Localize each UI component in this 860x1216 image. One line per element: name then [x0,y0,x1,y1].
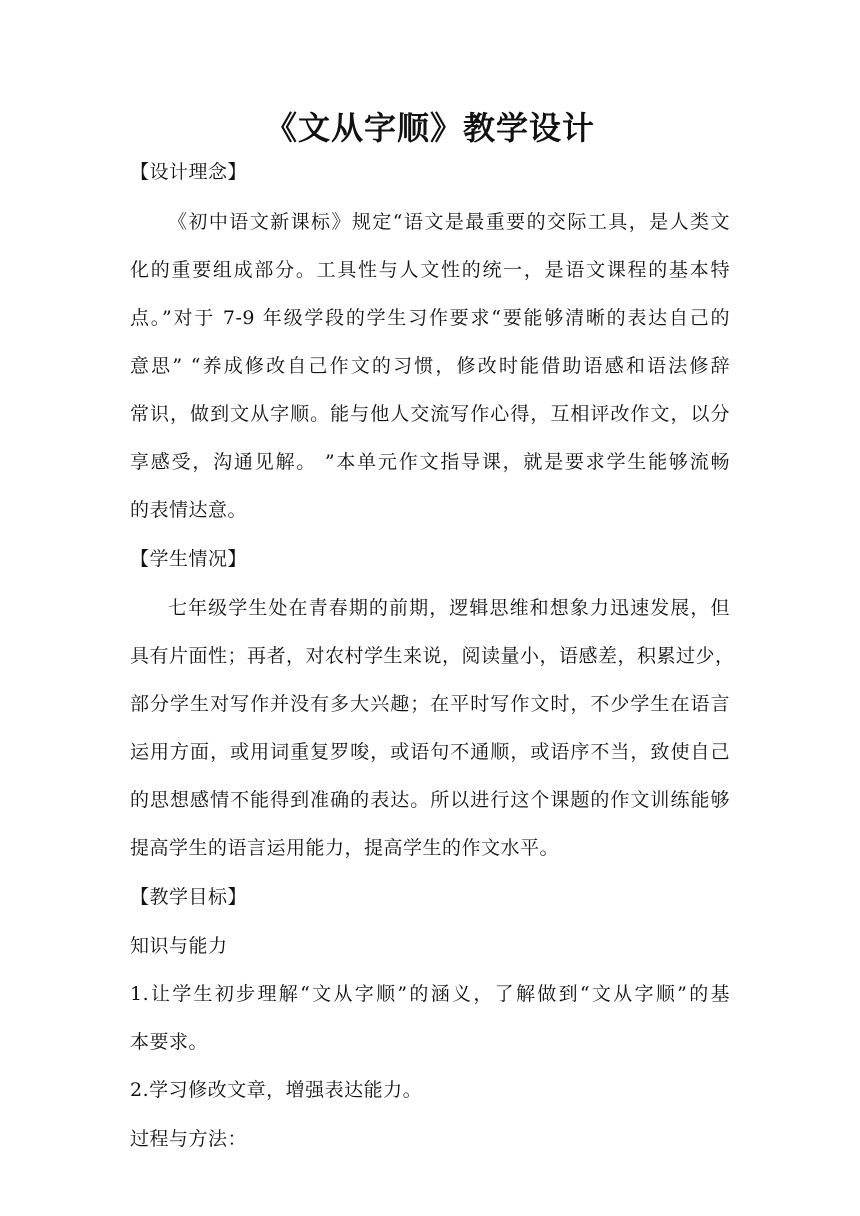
sub-heading-knowledge-ability: 知识与能力 [130,935,228,957]
goal-item-1-continued: 本要求。 [130,1031,209,1053]
goal-item-1: 1.让学生初步理解“文从字顺”的涵义，了解做到“文从字顺”的基 [130,983,730,1005]
paragraph-line: 七年级学生处在青春期的前期，逻辑思维和想象力迅速发展，但 [168,597,730,619]
paragraph-line: 提高学生的语言运用能力，提高学生的作文水平。 [130,837,560,859]
paragraph-line: 意思” “养成修改自己作文的习惯，修改时能借助语感和语法修辞 [130,355,730,377]
paragraph-line: 部分学生对写作并没有多大兴趣；在平时写作文时，不少学生在语言 [130,693,730,715]
paragraph-line: 的思想感情不能得到准确的表达。所以进行这个课题的作文训练能够 [130,789,730,811]
goal-item-2: 2.学习修改文章，增强表达能力。 [130,1079,423,1101]
sub-heading-process-method: 过程与方法： [130,1128,248,1150]
paragraph-line: 《初中语文新课标》规定“语文是最重要的交际工具，是人类文 [168,211,730,233]
paragraph-line: 具有片面性；再者，对农村学生来说，阅读量小，语感差，积累过少， [130,645,735,667]
paragraph-line: 点。”对于 7-9 年级学段的学生习作要求“要能够清晰的表达自己的 [130,307,730,329]
paragraph-line: 化的重要组成部分。工具性与人文性的统一，是语文课程的基本特 [130,259,730,281]
paragraph-line: 的表情达意。 [130,499,248,521]
section-heading-student-situation: 【学生情况】 [130,548,248,570]
document-title: 《文从字顺》教学设计 [264,109,595,147]
paragraph-line: 常识，做到文从字顺。能与他人交流写作心得，互相评改作文，以分 [130,403,730,425]
section-heading-teaching-goals: 【教学目标】 [130,886,248,908]
paragraph-line: 享感受，沟通见解。 ”本单元作文指导课，就是要求学生能够流畅 [130,451,730,473]
paragraph-line: 运用方面，或用词重复罗唆，或语句不通顺，或语序不当，致使自己 [130,741,730,763]
section-heading-design-concept: 【设计理念】 [130,161,248,183]
